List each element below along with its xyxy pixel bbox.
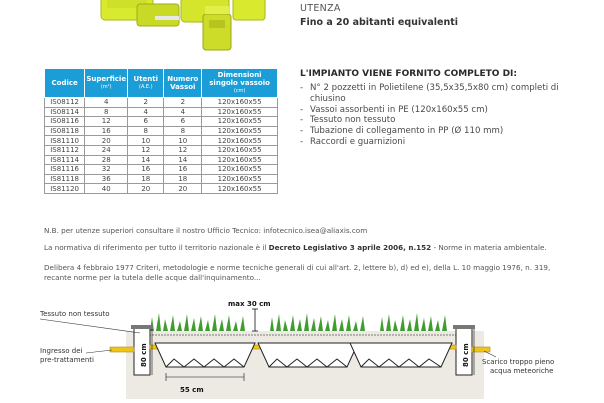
table-cell: IS08118 — [45, 126, 85, 136]
note-delibera-line1: Delibera 4 febbraio 1977 Criteri, metodologie e norme tecniche generali di cui all'art. 2, lettere b), d) ed e), della L. 10 maggio 1976, n. 319, — [44, 263, 551, 272]
table-cell: 18 — [128, 174, 164, 184]
table-cell: 2 — [128, 98, 164, 108]
table-cell: 16 — [85, 126, 128, 136]
inlet-pipe — [110, 347, 134, 352]
table-cell: 120x160x55 — [202, 126, 278, 136]
table-cell: IS81112 — [45, 145, 85, 155]
header-utenti: Utenti (A.E.) — [128, 69, 164, 98]
table-cell: 6 — [128, 117, 164, 127]
label-outlet-line1: Scarico troppo pieno — [482, 358, 555, 366]
table-cell: 120x160x55 — [202, 117, 278, 127]
note-nb: N.B. per utenze superiori consultare il nostro Ufficio Tecnico: infotecnico.isea@aliaxis.com — [44, 226, 368, 235]
table-row — [45, 136, 278, 146]
table-cell: 120x160x55 — [202, 174, 278, 184]
table-cell: 12 — [128, 145, 164, 155]
table-cell: 20 — [85, 136, 128, 146]
table-cell: 120x160x55 — [202, 136, 278, 146]
grass — [150, 313, 447, 331]
table-cell: 4 — [164, 107, 202, 117]
table-cell: IS81116 — [45, 165, 85, 175]
table-row — [45, 184, 278, 194]
table-cell: 36 — [85, 174, 128, 184]
table-cell: 12 — [85, 117, 128, 127]
table-cell: IS81120 — [45, 184, 85, 194]
feature-item: - Tubazione di collegamento in PP (Ø 110 mm) — [300, 126, 590, 137]
feature-item: - N° 2 pozzetti in Polietilene (35,5x35,5x80 cm) completi di chiusino — [300, 83, 590, 105]
right-manhole-cover — [453, 325, 475, 329]
table-cell: IS08112 — [45, 98, 85, 108]
label-inlet-line2: pre-trattamenti — [40, 356, 94, 364]
header-superficie: Superficie (m²) — [85, 69, 128, 98]
table-row — [45, 155, 278, 165]
law-reference: Decreto Legislativo 3 aprile 2006, n.152 — [268, 243, 432, 252]
table-cell: 8 — [85, 107, 128, 117]
table-cell: 120x160x55 — [202, 98, 278, 108]
table-cell: IS81114 — [45, 155, 85, 165]
installation-diagram — [0, 295, 604, 403]
table-cell: 14 — [164, 155, 202, 165]
utenza-label: UTENZA — [300, 3, 341, 14]
feature-item: - Tessuto non tessuto — [300, 115, 590, 126]
left-manhole-cover — [131, 325, 153, 329]
table-row — [45, 107, 278, 117]
table-cell: 12 — [164, 145, 202, 155]
feature-item: - Vassoi assorbenti in PE (120x160x55 cm) — [300, 105, 590, 116]
table-cell: IS81118 — [45, 174, 85, 184]
table-cell: 120x160x55 — [202, 184, 278, 194]
feature-item: - Raccordi e guarnizioni — [300, 137, 590, 148]
table-cell: 120x160x55 — [202, 155, 278, 165]
table-body — [45, 98, 278, 194]
table-cell: 18 — [164, 174, 202, 184]
table-cell: 10 — [164, 136, 202, 146]
table-cell: 40 — [85, 184, 128, 194]
label-inlet-line1: Ingresso dei — [40, 347, 83, 355]
outlet-pipe — [472, 347, 490, 352]
table-row — [45, 145, 278, 155]
table-row — [45, 117, 278, 127]
note-law: La normativa di riferimento per tutto il territorio nazionale è il Decreto Legislativo 3 aprile 2006, n.152 - Norme in materia ambientale. — [44, 243, 547, 252]
label-depth-left: 80 cm — [140, 343, 148, 367]
header-numero-vassoi: Numero Vassoi — [164, 69, 202, 98]
spec-table — [44, 68, 278, 194]
table-cell: 4 — [128, 107, 164, 117]
table-row — [45, 126, 278, 136]
table-cell: 14 — [128, 155, 164, 165]
table-cell: 2 — [164, 98, 202, 108]
table-cell: 16 — [164, 165, 202, 175]
label-depth-right: 80 cm — [462, 343, 470, 367]
table-cell: 28 — [85, 155, 128, 165]
table-cell: IS81110 — [45, 136, 85, 146]
table-cell: 10 — [128, 136, 164, 146]
product-photo — [95, 0, 267, 62]
table-cell: 24 — [85, 145, 128, 155]
table-header-row — [45, 69, 278, 98]
table-cell: 20 — [164, 184, 202, 194]
table-cell: 120x160x55 — [202, 107, 278, 117]
table-cell: 4 — [85, 98, 128, 108]
table-row — [45, 98, 278, 108]
features-title: L'IMPIANTO VIENE FORNITO COMPLETO DI: — [300, 69, 518, 79]
features-list — [300, 83, 590, 148]
table-row — [45, 165, 278, 175]
header-dimensioni: Dimensioni singolo vassoio (cm) — [202, 69, 278, 98]
table-cell: 20 — [128, 184, 164, 194]
label-outlet-line2: acqua meteoriche — [490, 367, 554, 375]
label-fabric: Tessuto non tessuto — [40, 310, 110, 318]
trays — [155, 343, 452, 367]
table-cell: 16 — [128, 165, 164, 175]
table-cell: 32 — [85, 165, 128, 175]
note-delibera-line2: recante norme per la tutela delle acque dall'inquinamento... — [44, 273, 261, 282]
table-cell: IS08116 — [45, 117, 85, 127]
utenza-value: Fino a 20 abitanti equivalenti — [300, 17, 459, 28]
header-codice: Codice — [45, 69, 85, 98]
label-width: 55 cm — [180, 386, 204, 394]
table-row — [45, 174, 278, 184]
table-cell: 120x160x55 — [202, 145, 278, 155]
label-max-depth: max 30 cm — [228, 300, 271, 308]
table-cell: IS08114 — [45, 107, 85, 117]
table-cell: 6 — [164, 117, 202, 127]
table-cell: 8 — [128, 126, 164, 136]
table-cell: 120x160x55 — [202, 165, 278, 175]
table-cell: 8 — [164, 126, 202, 136]
